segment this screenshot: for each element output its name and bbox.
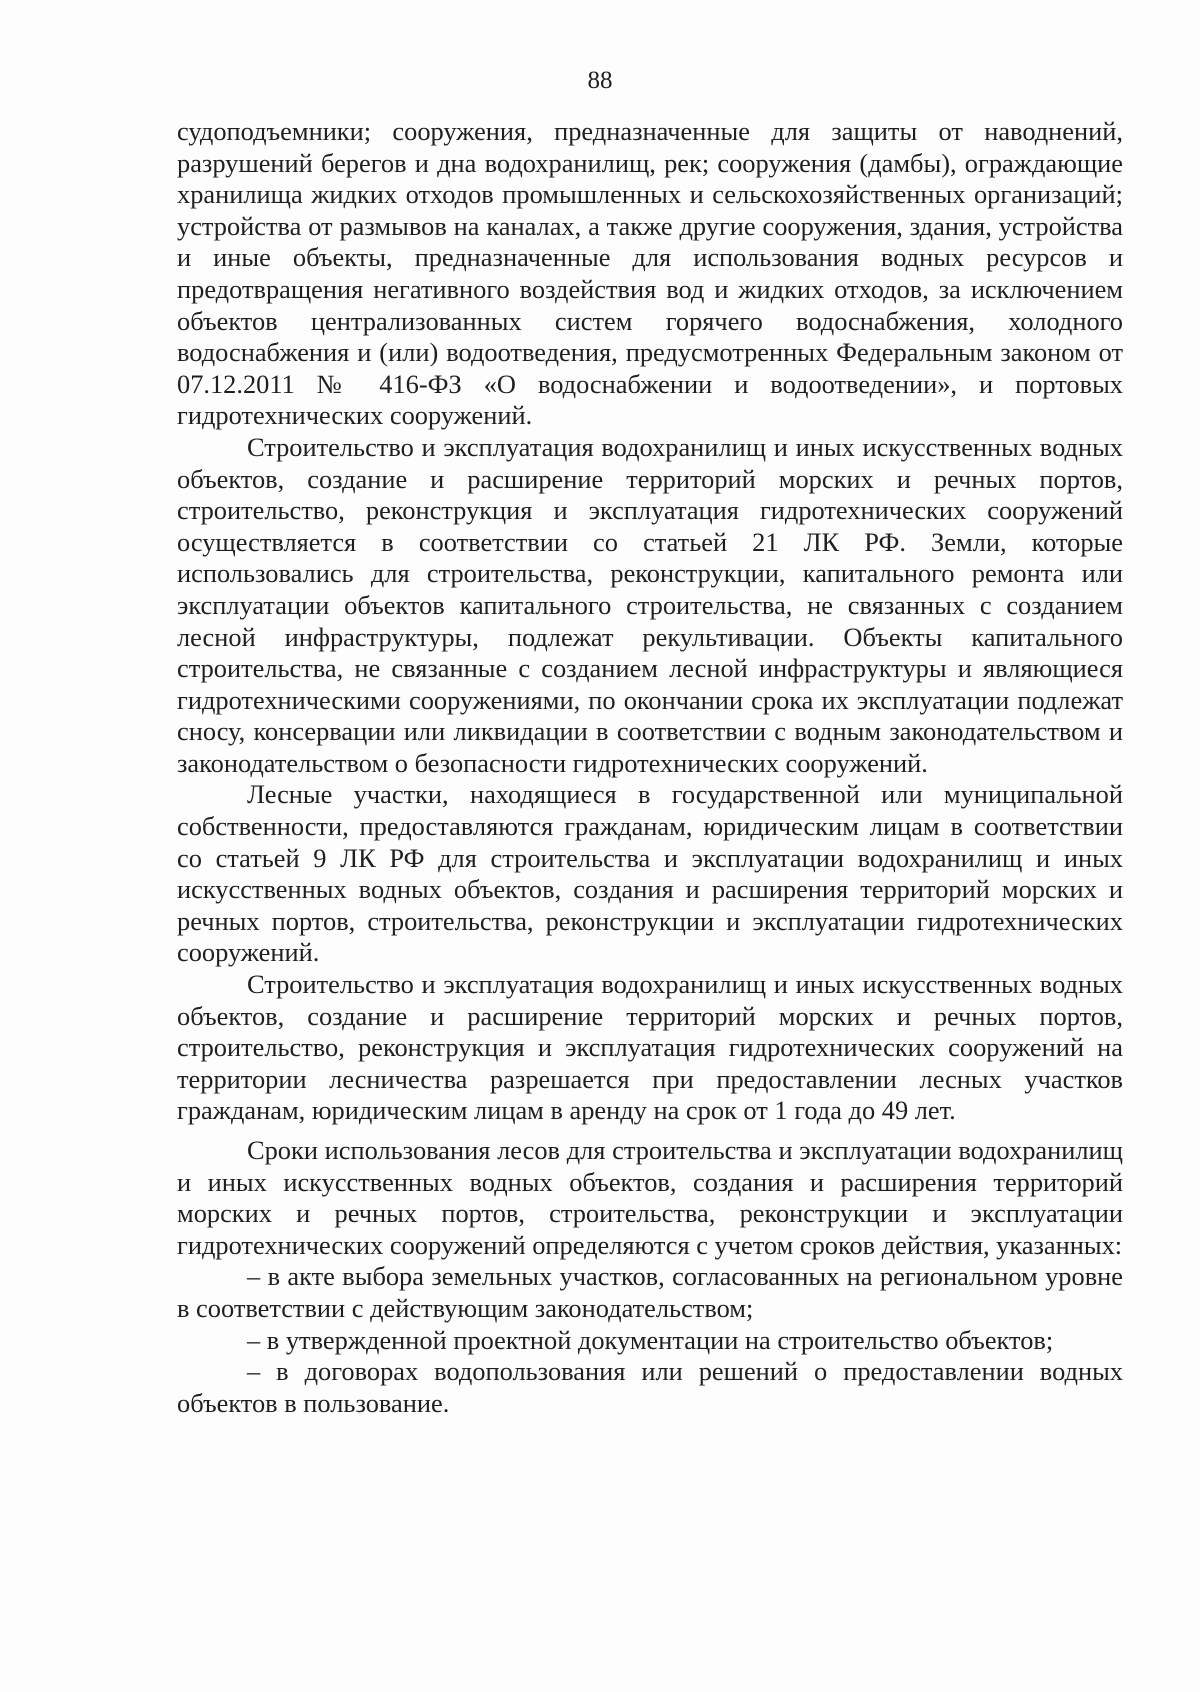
paragraph-construction-operation: Строительство и эксплуатация водохранилищ и иных искусственных водных объектов, создание и расширение территорий морских и речных портов, строительство, реконструкция и эксплуатация гидротехнических сооружений осуществляется в соответствии со статьей 21 ЛК РФ. Земли, которые использовались для строительства, реконструкции, капитального ремонта или эксплуатации объектов капитального строительства, не связанных с созданием лесной инфраструктуры, подлежат рекультивации. Объекты капитального строительства, не связанные с созданием лесной инфраструктуры и являющиеся гидротехническими сооружениями, по окончании срока их эксплуатации подлежат сносу, консервации или ликвидации в соответствии с водным законодательством и законодательством о безопасности гидротехнических сооружений.	[177, 431, 1123, 778]
page-number: 88	[587, 67, 613, 94]
list-item-land-selection-act: – в акте выбора земельных участков, согласованных на региональном уровне в соответствии с действующим законодательством;	[177, 1261, 1123, 1323]
list-item-water-use-agreements: – в договорах водопользования или решений о предоставлении водных объектов в пользование.	[177, 1356, 1123, 1418]
list-item-project-documentation: – в утвержденной проектной документации на строительство объектов;	[247, 1324, 1054, 1355]
paragraph-usage-periods: Сроки использования лесов для строительства и эксплуатации водохранилищ и иных искусственных водных объектов, создания и расширения территорий морских и речных портов, строительства, реконструкции и эксплуатации гидротехнических сооружений определяются с учетом сроков действия, указанных:	[177, 1135, 1123, 1260]
paragraph-lease-terms: Строительство и эксплуатация водохранилищ и иных искусственных водных объектов, создание и расширение территорий морских и речных портов, строительство, реконструкция и эксплуатация гидротехнических сооружений на территории лесничества разрешается при предоставлении лесных участков гражданам, юридическим лицам в аренду на срок от 1 года до 49 лет.	[177, 969, 1123, 1126]
paragraph-forest-plots-provision: Лесные участки, находящиеся в государственной или муниципальной собственности, предоставляются гражданам, юридическим лицам в соответствии со статьей 9 ЛК РФ для строительства и эксплуатации водохранилищ и иных искусственных водных объектов, создания и расширения территорий морских и речных портов, строительства, реконструкции и эксплуатации гидротехнических сооружений.	[177, 779, 1123, 968]
document-body	[177, 116, 1123, 1419]
paragraph-continuation: судоподъемники; сооружения, предназначенные для защиты от наводнений, разрушений берегов и дна водохранилищ, рек; сооружения (дамбы), ограждающие хранилища жидких отходов промышленных и сельскохозяйственных организаций; устройства от размывов на каналах, а также другие сооружения, здания, устройства и иные объекты, предназначенные для использования водных ресурсов и предотвращения негативного воздействия вод и жидких отходов, за исключением объектов централизованных систем горячего водоснабжения, холодного водоснабжения и (или) водоотведения, предусмотренных Федеральным законом от 07.12.2011 № 416-ФЗ «О водоснабжении и водоотведении», и портовых гидротехнических сооружений.	[177, 116, 1123, 431]
